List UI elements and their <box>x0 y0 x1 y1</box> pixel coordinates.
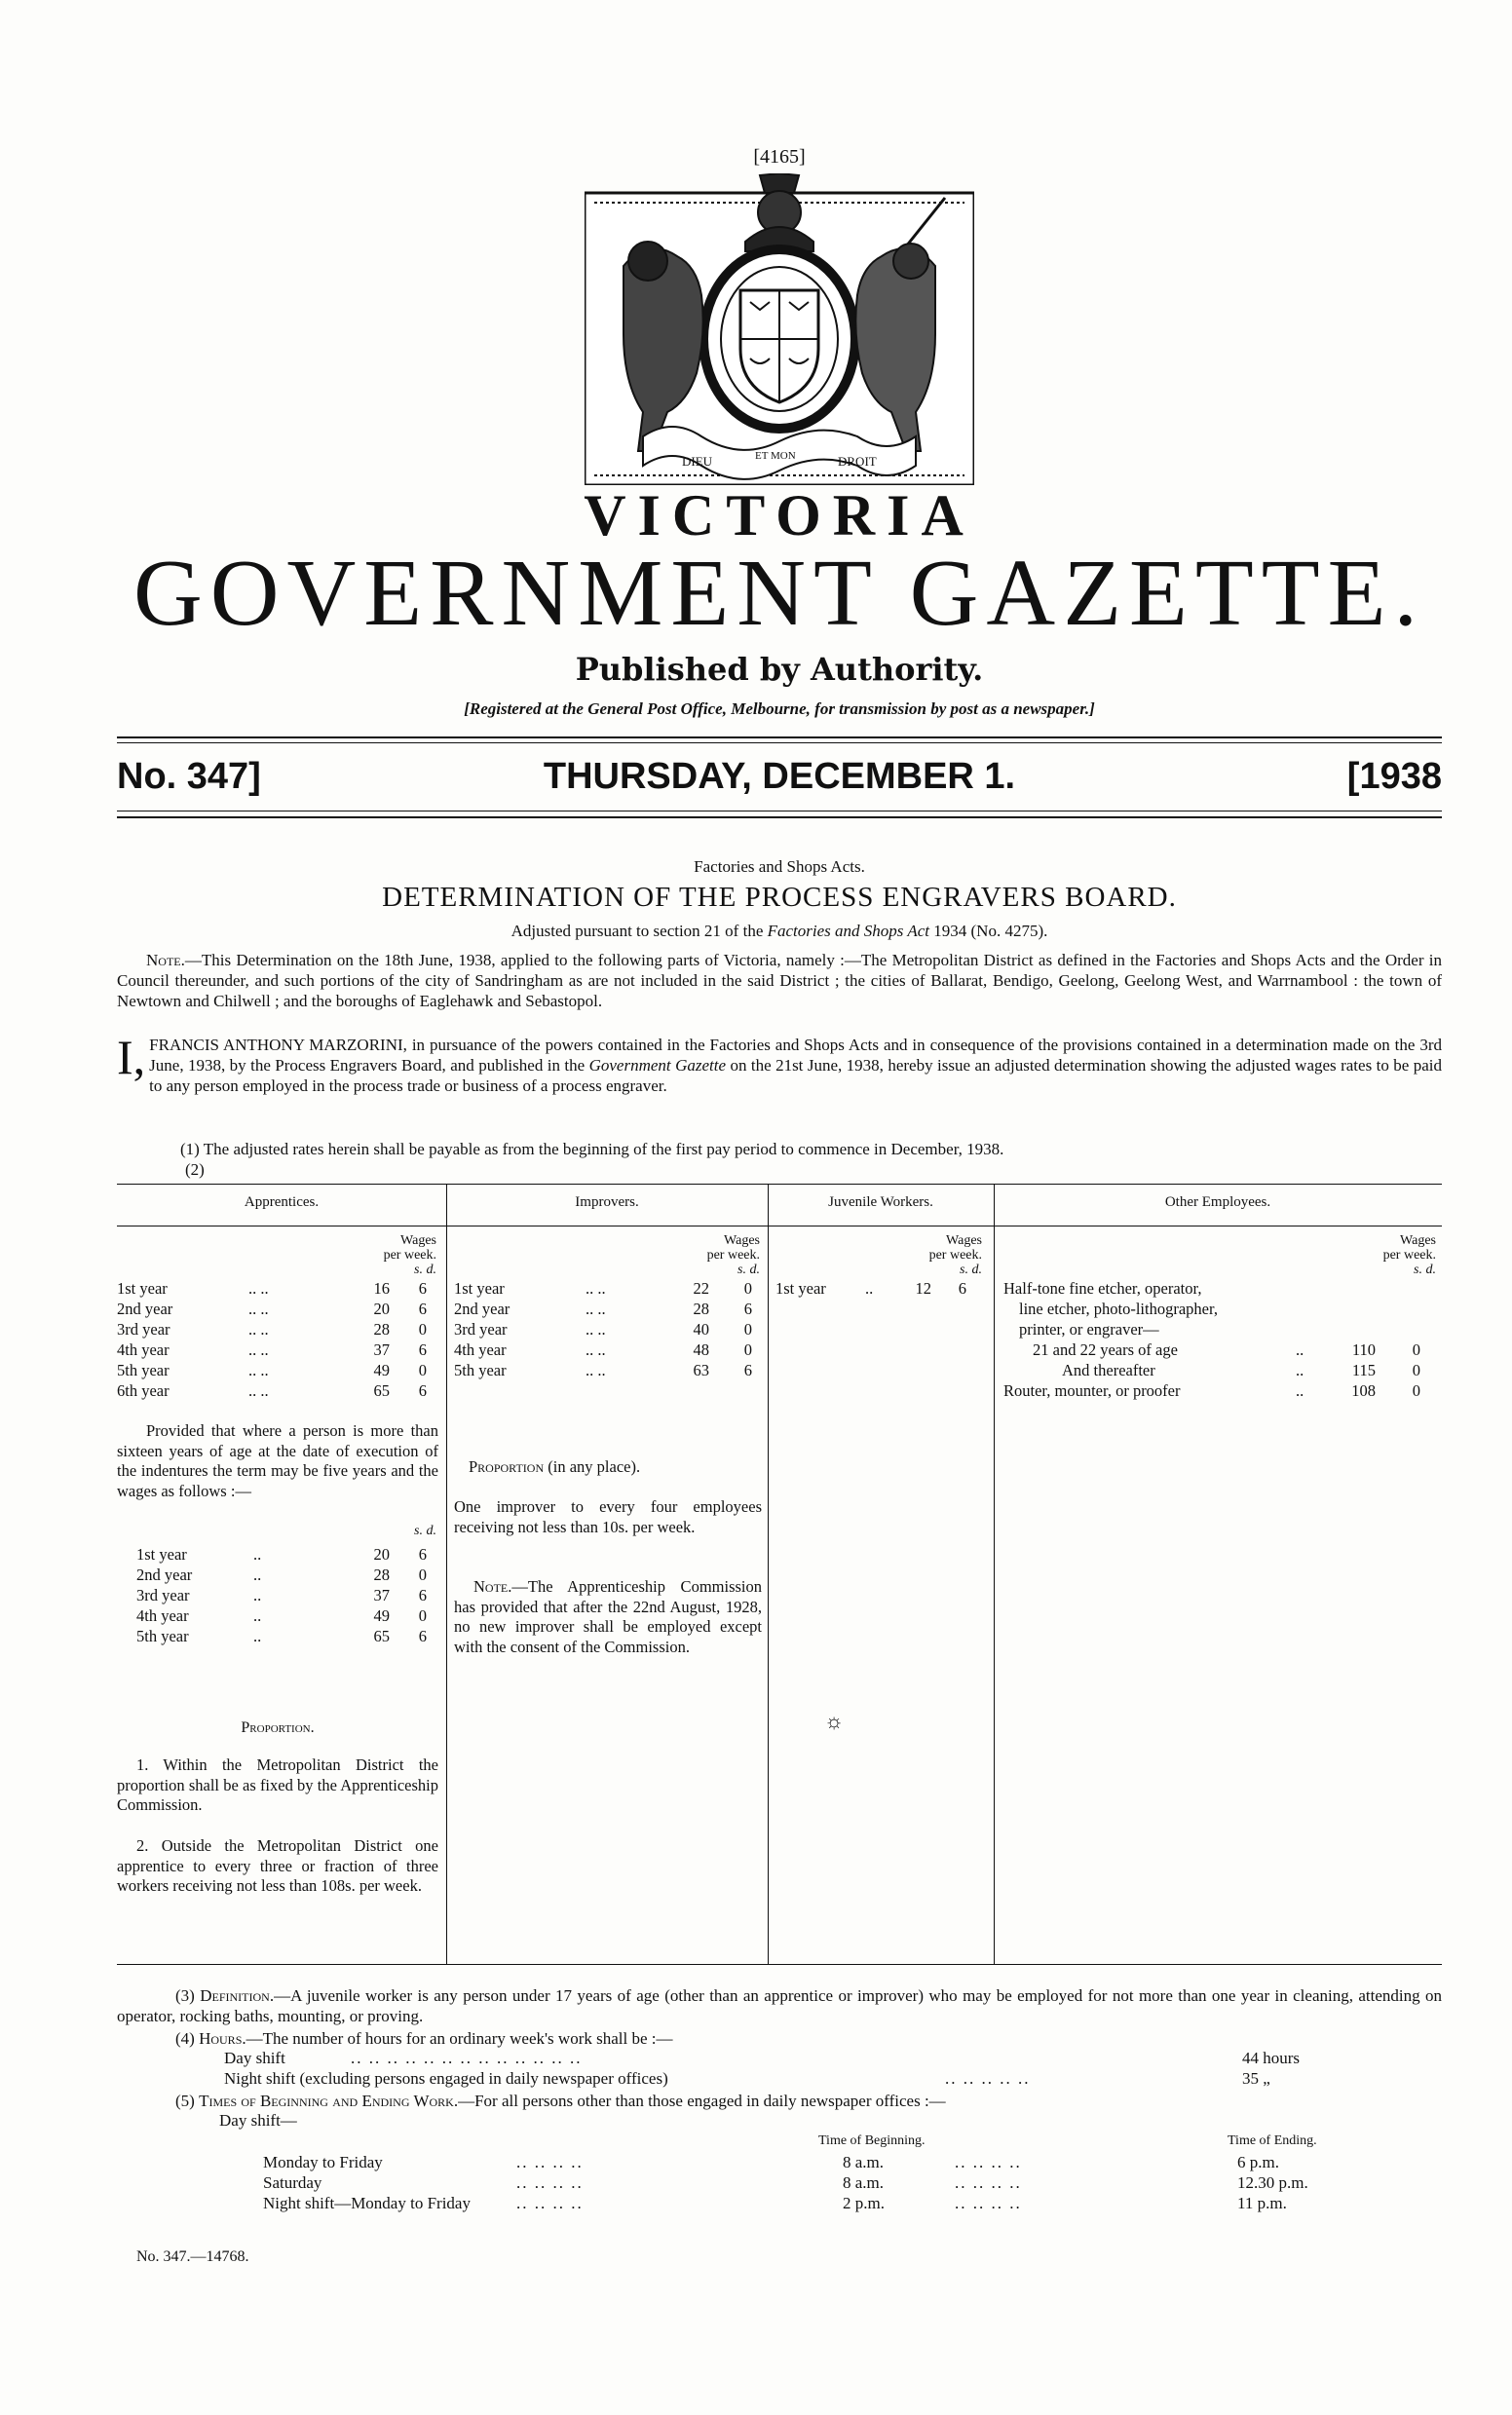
gazette-title: GOVERNMENT GAZETTE. <box>132 541 1426 646</box>
day-shift-hours: 44 hours <box>1242 2049 1301 2067</box>
row-shillings: 63 <box>693 1361 709 1379</box>
improvers-proportion-suffix: (in any place). <box>548 1457 641 1476</box>
juvenile-wage-head <box>929 1233 982 1277</box>
row-shillings: 20 <box>373 1300 390 1318</box>
adjusted-line <box>117 922 1442 941</box>
row-pence: 6 <box>418 1340 427 1359</box>
row-label: 4th year <box>136 1606 189 1625</box>
times-row <box>117 2153 1442 2173</box>
sd-label: s. d. <box>414 1263 436 1277</box>
juvenile-mark-icon: ☼ <box>824 1709 845 1733</box>
row-label: 3rd year <box>136 1586 190 1604</box>
times-dots-2: .. .. .. .. <box>955 2194 1022 2212</box>
row-shillings: 40 <box>693 1320 709 1339</box>
row-pence: 0 <box>418 1566 427 1584</box>
night-shift-hours: 35 „ <box>1242 2069 1270 2088</box>
other-desc-3 <box>1003 1319 1438 1340</box>
row-shillings: 28 <box>693 1300 709 1318</box>
times-row <box>117 2173 1442 2194</box>
clause-4-text: —The number of hours for an ordinary week's work shall be :— <box>246 2029 673 2048</box>
crest-motto-mid: ET MON <box>755 450 796 462</box>
adjusted-prefix: Adjusted pursuant to section 21 of the <box>510 922 764 940</box>
row-pence: 0 <box>1412 1340 1420 1359</box>
row-label: 1st year <box>136 1545 187 1564</box>
apprentices-proviso: Provided that where a person is more than sixteen years of age at the date of execution of the indentures the term may be five years and the wages as follows :— <box>117 1421 438 1500</box>
wage-row <box>454 1340 762 1360</box>
times-end: 6 p.m. <box>1237 2153 1279 2171</box>
state-name: VICTORIA <box>584 483 975 547</box>
clause-2: (2) <box>185 1160 205 1179</box>
other-heading: Other Employees. <box>1164 1194 1271 1210</box>
sd-label: s. d. <box>1414 1263 1436 1277</box>
issue-number: No. 347] <box>117 756 261 797</box>
row-shillings: 110 <box>1351 1340 1376 1359</box>
issue-year: [1938 <box>1346 756 1442 797</box>
clause-3-text: —A juvenile worker is any person under 17 years of age (other than an apprentice or improver) who may be employed for not more than one year in cleaning, attending on operator, rocking baths, mounting, or proving. <box>117 1986 1443 2025</box>
wage-row <box>117 1360 438 1380</box>
times-end: 12.30 p.m. <box>1237 2173 1308 2192</box>
row-label: 3rd year <box>454 1320 508 1339</box>
times-dots-2: .. .. .. .. <box>955 2173 1022 2192</box>
row-dots: .. <box>253 1566 262 1584</box>
row-shillings: 65 <box>373 1627 390 1645</box>
sd-label: s. d. <box>960 1263 982 1277</box>
wages-label: Wages <box>724 1233 760 1248</box>
other-column <box>1003 1185 1438 1964</box>
day-shift-label: Day shift <box>224 2049 285 2067</box>
issue-date: THURSDAY, DECEMBER 1. <box>543 756 1016 797</box>
row-label: 1st year <box>775 1279 826 1298</box>
wage-row <box>1003 1360 1438 1380</box>
row-pence: 6 <box>418 1381 427 1400</box>
note-paragraph <box>117 950 1442 1011</box>
desc-text: Half-tone fine etcher, operator, <box>1003 1279 1202 1298</box>
wage-row <box>117 1278 438 1299</box>
other-desc-1 <box>1003 1278 1438 1299</box>
apprentices-sd-2: s. d. <box>414 1524 436 1538</box>
row-dots: .. <box>253 1586 262 1604</box>
row-dots: .. <box>253 1545 262 1564</box>
row-pence: 0 <box>1412 1381 1420 1400</box>
times-begin: 8 a.m. <box>843 2173 885 2192</box>
per-week-label: per week. <box>1382 1248 1436 1263</box>
header-rule-top-thin <box>117 742 1442 743</box>
row-dots: .. .. <box>248 1300 269 1318</box>
row-pence: 6 <box>418 1279 427 1298</box>
wage-row <box>117 1340 438 1360</box>
wage-row <box>136 1544 458 1565</box>
wage-row <box>1003 1340 1438 1360</box>
apprentices-wage-head <box>384 1233 436 1277</box>
row-label: 5th year <box>117 1361 170 1379</box>
crest-motto-right: DROIT <box>838 454 877 469</box>
improvers-heading: Improvers. <box>575 1194 639 1210</box>
row-pence: 6 <box>418 1627 427 1645</box>
row-shillings: 49 <box>373 1606 390 1625</box>
row-shillings: 108 <box>1351 1381 1376 1400</box>
adjusted-act: Factories and Shops Act <box>767 922 929 940</box>
royal-coat-of-arms-icon <box>585 173 974 485</box>
adjusted-suffix: 1934 (No. 4275). <box>933 922 1048 940</box>
other-wage-head <box>1383 1233 1436 1277</box>
row-label: 5th year <box>454 1361 507 1379</box>
juvenile-heading: Juvenile Workers. <box>828 1194 933 1210</box>
row-label: Router, mounter, or proofer <box>1003 1381 1181 1400</box>
time-end-heading: Time of Ending. <box>1228 2133 1317 2148</box>
header-rule-top <box>117 736 1442 738</box>
wages-label: Wages <box>946 1233 982 1248</box>
row-shillings: 12 <box>915 1279 931 1298</box>
improvers-proportion-text: One improver to every four employees receiving not less than 10s. per week. <box>454 1497 762 1536</box>
apprentices-heading: Apprentices. <box>244 1194 320 1210</box>
times-dots-1: .. .. .. .. <box>516 2153 584 2171</box>
row-label: 21 and 22 years of age <box>1033 1340 1178 1359</box>
wage-row <box>775 1278 988 1299</box>
day-shift-dots: .. .. .. .. .. .. .. .. .. .. .. .. .. <box>351 2049 583 2067</box>
row-shillings: 22 <box>693 1279 709 1298</box>
improvers-note-label: Note. <box>473 1577 512 1596</box>
wage-row <box>454 1319 762 1340</box>
determination-title: DETERMINATION OF THE PROCESS ENGRAVERS BOARD. <box>382 882 1177 913</box>
night-shift-label: Night shift (excluding persons engaged in daily newspaper offices) <box>224 2069 668 2088</box>
times-label: Night shift—Monday to Friday <box>263 2194 471 2212</box>
acts-heading: Factories and Shops Acts. <box>694 857 865 876</box>
clause-5-num: (5) <box>175 2092 195 2110</box>
row-label: 6th year <box>117 1381 170 1400</box>
wages-table <box>117 1184 1442 1965</box>
intro-text-b: on the 21st June, 1938, hereby issue an adjusted determination showing the adjusted wages rates to be paid to any person employed in the process trade or business of a process engraver. <box>149 1056 1443 1095</box>
note-text: —This Determination on the 18th June, 1938, applied to the following parts of Victoria, namely :—The Metropolitan District as defined in the Factories and Shops Acts and the Order in Council thereunder, and such portions of the city of Sandringham as are not included in the said District ; the cities of Ballarat, Bendigo, Geelong, Geelong West, and Warrnambool : the town of Newtown and Chilwell ; and the boroughs of Eaglehawk and Sebastopol. <box>117 951 1442 1010</box>
row-dots: .. .. <box>586 1300 606 1318</box>
row-shillings: 37 <box>373 1340 390 1359</box>
row-dots: .. .. <box>248 1340 269 1359</box>
improvers-note-text: —The Apprenticeship Commission has provided that after the 22nd August, 1928, no new improver shall be employed except with the consent of the Commission. <box>454 1577 762 1656</box>
registration-note: [Registered at the General Post Office, Melbourne, for transmission by post as a newspaper.] <box>464 699 1095 718</box>
clause-3-num: (3) <box>175 1986 195 2005</box>
row-label: 2nd year <box>117 1300 173 1318</box>
wage-row <box>136 1626 458 1646</box>
time-begin-heading: Time of Beginning. <box>818 2133 926 2148</box>
row-pence: 0 <box>418 1606 427 1625</box>
wage-row <box>454 1360 762 1380</box>
apprentices-column <box>117 1185 438 1964</box>
row-label: 3rd year <box>117 1320 170 1339</box>
issue-line <box>117 756 1442 805</box>
times-label: Monday to Friday <box>263 2153 383 2171</box>
row-label: 2nd year <box>454 1300 510 1318</box>
wage-row <box>1003 1380 1438 1401</box>
row-dots: .. <box>253 1606 262 1625</box>
juvenile-column <box>775 1185 988 1964</box>
row-pence: 6 <box>418 1586 427 1604</box>
row-pence: 6 <box>418 1545 427 1564</box>
improvers-wage-head <box>707 1233 760 1277</box>
clause-4-label: Hours. <box>199 2029 246 2048</box>
row-dots: .. .. <box>248 1320 269 1339</box>
row-label: 1st year <box>117 1279 168 1298</box>
times-dots-1: .. .. .. .. <box>516 2173 584 2192</box>
row-pence: 0 <box>1412 1361 1420 1379</box>
row-dots: .. <box>865 1279 874 1298</box>
row-dots: .. .. <box>586 1361 606 1379</box>
clause-3 <box>117 1985 1442 2026</box>
row-dots: .. <box>1296 1381 1304 1400</box>
row-shillings: 65 <box>373 1381 390 1400</box>
clause-1: (1) The adjusted rates herein shall be payable as from the beginning of the first pay period to commence in December, 1938. <box>180 1140 1004 1158</box>
per-week-label: per week. <box>928 1248 982 1263</box>
intro-gazette: Government Gazette <box>588 1056 726 1075</box>
times-dots-1: .. .. .. .. <box>516 2194 584 2212</box>
desc-text: line etcher, photo-lithographer, <box>1019 1300 1218 1318</box>
times-dots-2: .. .. .. .. <box>955 2153 1022 2171</box>
day-shift-heading: Day shift— <box>219 2111 297 2130</box>
row-pence: 0 <box>743 1279 752 1298</box>
header-rule-bottom <box>117 816 1442 818</box>
row-shillings: 16 <box>373 1279 390 1298</box>
wage-row <box>117 1380 438 1401</box>
times-begin: 8 a.m. <box>843 2153 885 2171</box>
row-dots: .. .. <box>248 1361 269 1379</box>
improvers-proportion-label: Proportion <box>469 1457 545 1476</box>
improvers-column <box>454 1185 762 1964</box>
apprentices-proportion-heading: Proportion. <box>241 1719 315 1736</box>
intro-text-a: FRANCIS ANTHONY MARZORINI, in pursuance of the powers contained in the Factories and Shops Acts and in consequence of the provisions contained in a determination made on the 3rd June, 1938, by the Process Engravers Board, and published in the <box>149 1036 1442 1075</box>
times-end: 11 p.m. <box>1237 2194 1287 2212</box>
row-pence: 6 <box>743 1361 752 1379</box>
wage-row <box>454 1278 762 1299</box>
row-label: 2nd year <box>136 1566 193 1584</box>
row-dots: .. <box>1296 1361 1304 1379</box>
wages-label: Wages <box>1400 1233 1436 1248</box>
clause-4 <box>117 2028 1442 2049</box>
row-label: 4th year <box>117 1340 170 1359</box>
row-shillings: 48 <box>693 1340 709 1359</box>
times-row <box>117 2194 1442 2214</box>
times-begin: 2 p.m. <box>843 2194 885 2212</box>
footer-number: No. 347.—14768. <box>136 2248 249 2265</box>
wage-row <box>136 1585 458 1605</box>
clause-5 <box>117 2091 1442 2111</box>
wage-row <box>136 1565 458 1585</box>
improvers-note <box>454 1577 762 1657</box>
row-label: 5th year <box>136 1627 189 1645</box>
page-number: [4165] <box>753 146 806 168</box>
wage-row <box>117 1319 438 1340</box>
wages-label: Wages <box>400 1233 436 1248</box>
apprentices-proportion-1: 1. Within the Metropolitan District the proportion shall be as fixed by the Apprenticeship Commission. <box>117 1755 438 1814</box>
row-pence: 6 <box>958 1279 966 1298</box>
row-label: And thereafter <box>1062 1361 1155 1379</box>
row-dots: .. .. <box>586 1320 606 1339</box>
crest-motto-left: DIEU <box>682 454 713 469</box>
night-shift-dots: .. .. .. .. .. <box>945 2069 1031 2088</box>
per-week-label: per week. <box>383 1248 436 1263</box>
times-label: Saturday <box>263 2173 322 2192</box>
sd-label: s. d. <box>737 1263 760 1277</box>
per-week-label: per week. <box>706 1248 760 1263</box>
row-shillings: 115 <box>1351 1361 1376 1379</box>
row-dots: .. .. <box>586 1340 606 1359</box>
row-dots: .. .. <box>248 1381 269 1400</box>
apprentices-proportion-2: 2. Outside the Metropolitan District one apprentice to every three or fraction of three workers receiving not less than 108s. per week. <box>117 1836 438 1895</box>
wage-row <box>117 1299 438 1319</box>
row-shillings: 20 <box>373 1545 390 1564</box>
clause-3-label: Definition. <box>200 1986 275 2005</box>
col-divider-2 <box>768 1185 769 1964</box>
wage-row <box>136 1605 458 1626</box>
row-label: 1st year <box>454 1279 505 1298</box>
clause-4-num: (4) <box>175 2029 195 2048</box>
improvers-proportion-heading <box>469 1457 761 1478</box>
row-shillings: 49 <box>373 1361 390 1379</box>
row-dots: .. .. <box>586 1279 606 1298</box>
row-dots: .. .. <box>248 1279 269 1298</box>
clause-5-label: Times of Beginning and Ending Work. <box>199 2092 459 2110</box>
wage-row <box>454 1299 762 1319</box>
row-label: 4th year <box>454 1340 507 1359</box>
row-dots: .. <box>253 1627 262 1645</box>
clause-5-text: —For all persons other than those engaged in daily newspaper offices :— <box>458 2092 946 2110</box>
row-pence: 6 <box>418 1300 427 1318</box>
col-divider-3 <box>994 1185 995 1964</box>
intro-paragraph <box>117 1030 1443 1096</box>
row-pence: 0 <box>418 1361 427 1379</box>
row-dots: .. <box>1296 1340 1304 1359</box>
row-shillings: 28 <box>373 1320 390 1339</box>
other-desc-2 <box>1003 1299 1438 1319</box>
published-by-authority: Published by Authority. <box>575 651 984 688</box>
desc-text: printer, or engraver— <box>1019 1320 1159 1339</box>
note-label: Note. <box>146 951 185 969</box>
row-shillings: 28 <box>373 1566 390 1584</box>
row-pence: 6 <box>743 1300 752 1318</box>
row-pence: 0 <box>418 1320 427 1339</box>
row-shillings: 37 <box>373 1586 390 1604</box>
row-pence: 0 <box>743 1340 752 1359</box>
row-pence: 0 <box>743 1320 752 1339</box>
dropcap: I, <box>117 1030 146 1084</box>
